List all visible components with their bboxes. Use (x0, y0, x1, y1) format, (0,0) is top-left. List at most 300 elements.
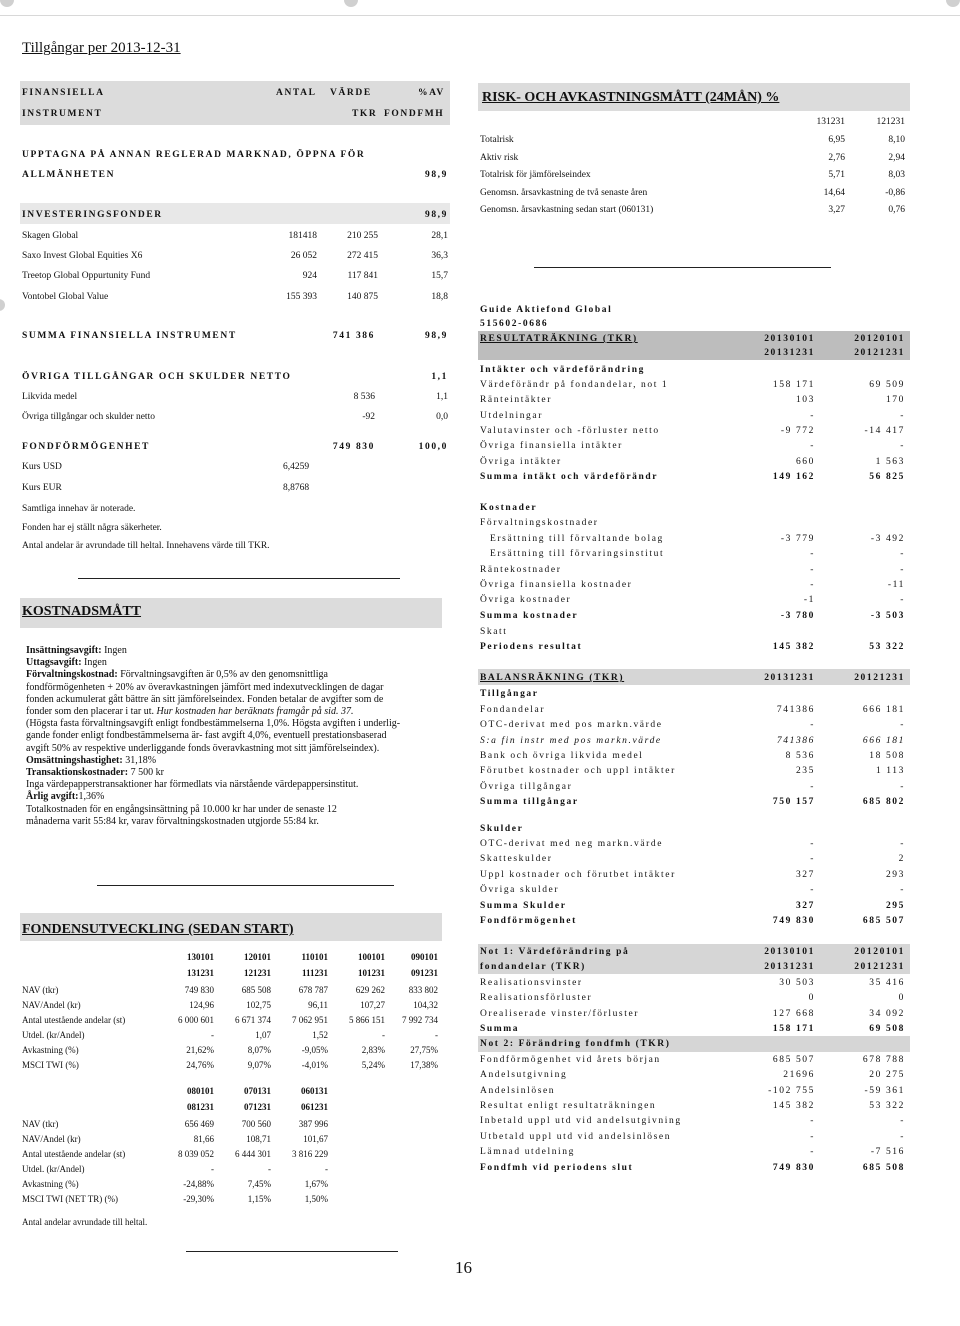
col-header-pct: %AV (418, 88, 445, 98)
kostnad-value: 1,36% (78, 791, 105, 803)
resultat-title: RESULTATRÄKNING (TKR) (480, 334, 638, 344)
fondutv-row-label: Avkastning (%) (22, 1045, 79, 1055)
holdings-note: Fonden har ej ställt några säkerheter. (22, 523, 162, 533)
holdings-note: Samtliga innehav är noterade. (22, 504, 136, 514)
tillgang-row: Förutbet kostnader och uppl intäkter (480, 766, 676, 777)
skuld-row-2013: - (810, 839, 815, 849)
fondutv-cell: 96,11 (308, 1000, 328, 1010)
not2-title: Not 2: Förändring fondfmh (TKR) (480, 1039, 671, 1049)
fondutv-row-label: Avkastning (%) (22, 1179, 79, 1189)
balans-col-2013: 20131231 (764, 673, 815, 683)
holding-varde: 140 875 (347, 292, 378, 302)
sum-label: SUMMA FINANSIELLA INSTRUMENT (22, 331, 237, 341)
fondutv-cell: -9,05% (301, 1045, 328, 1055)
risk-label: Aktiv risk (480, 152, 519, 163)
ovriga-varde: 8 536 (353, 392, 375, 402)
holding-antal: 181418 (288, 231, 317, 241)
group-allmanheten: ALLMÄNHETEN (22, 170, 116, 180)
fondutv-head: 100101 (358, 952, 385, 962)
fondutv-cell: 7,45% (247, 1179, 271, 1189)
risk-value-2013: 6,95 (828, 135, 845, 145)
kostnad-line (26, 682, 436, 694)
kostnader-sum-2013: -3 780 (780, 611, 815, 621)
fondutv-row-label: NAV (tkr) (22, 1119, 59, 1129)
tillgang-row-2013: 8 536 (785, 750, 815, 761)
fondutv-row-label: Antal utestående andelar (st) (22, 1015, 126, 1025)
kostnad-value: fonden ackumulerat gått bättre än sitt jämförelseindex. Fonden betalar de avgifter som de (26, 693, 384, 705)
kostnad-title: KOSTNADSMÅTT (22, 604, 142, 619)
not1-h2b: 20121231 (854, 962, 905, 972)
fondutv-cell: 656 469 (184, 1119, 214, 1129)
kostnad-value: avgift 50% av respektive underliggande fonds överavkastning mot sitt jämförelseindex). (26, 742, 380, 754)
group-upptagna: UPPTAGNA PÅ ANNAN REGLERAD MARKNAD, ÖPPNA FÖR (22, 150, 366, 160)
fondutv-head: 060131 (301, 1086, 328, 1096)
intakt-row-2013: 660 (795, 456, 815, 467)
intakt-row: Ränteintäkter (480, 395, 552, 406)
col-header-tkr: TKR (352, 109, 378, 119)
fondutv-cell: 1,50% (304, 1194, 328, 1204)
not1-row-2012: 34 092 (869, 1008, 905, 1019)
ovriga-name: Likvida medel (22, 392, 78, 402)
kostnad-line (26, 804, 436, 816)
not2-slut-2012: 685 508 (862, 1163, 905, 1173)
not2-row-2012: -7 516 (870, 1146, 905, 1157)
tillgang-row-2013: - (810, 720, 815, 731)
fondutv-cell: 5,24% (361, 1060, 385, 1070)
fondutv-cell: 1,52 (312, 1030, 328, 1040)
kostnad-value: Ingen (81, 657, 107, 669)
skuld-row-2013: 327 (795, 869, 815, 880)
fondutv-cell: 124,96 (189, 1000, 214, 1010)
intakt-row: Övriga intäkter (480, 456, 562, 467)
fondutv-cell: 678 787 (298, 985, 328, 995)
intakt-row-2013: - (810, 441, 815, 452)
holding-antal: 155 393 (286, 292, 317, 302)
not1-h2a: 20131231 (764, 962, 815, 972)
kostnad-line (26, 645, 436, 657)
fondutv-cell: -24,88% (183, 1179, 214, 1189)
kostnad-line (26, 669, 436, 681)
kostnad-row: Räntekostnader (480, 564, 562, 575)
kostnad-label: Årlig avgift: (26, 791, 79, 803)
intakt-row-2013: - (810, 410, 815, 421)
periodens-resultat-2013: 145 382 (772, 642, 815, 652)
holding-name: Skagen Global (22, 231, 79, 241)
fondutv-head: 111231 (301, 968, 328, 978)
fondutv-head: 121231 (244, 968, 271, 978)
risk-label: Totalrisk för jämförelseindex (480, 170, 591, 180)
fondutv-cell: 1,07 (255, 1030, 271, 1040)
kurs-name: Kurs USD (22, 462, 62, 472)
resultat-h2a: 20131231 (764, 348, 815, 358)
skuld-row: Uppl kostnader och förutbet intäkter (480, 869, 676, 880)
kostnad-line (26, 743, 436, 755)
margin-dot (0, 299, 5, 311)
fondutv-head: 110101 (301, 952, 328, 962)
risk-label: Totalrisk (480, 135, 514, 145)
kostnad-label: Förvaltningskostnad: (26, 669, 118, 681)
page-number: 16 (455, 1258, 472, 1277)
fondutv-row-label: NAV/Andel (kr) (22, 1000, 81, 1010)
intakt-row-2012: 170 (885, 395, 905, 406)
intakt-row: Värdeförändr på fondandelar, not 1 (480, 380, 669, 390)
fond-varde: 749 830 (332, 442, 375, 452)
divider-line (78, 578, 400, 579)
tillgang-row-2013: 741386 (776, 705, 815, 715)
risk-value-2013: 2,76 (828, 152, 845, 163)
kostnad-line (26, 718, 436, 730)
kostnad-value: Förvaltningsavgiften är 0,5% av den genomsnittliga (117, 669, 328, 681)
ovriga-varde: -92 (362, 412, 375, 422)
not2-row-2012: 678 788 (862, 1055, 905, 1065)
kostnad-label: Omsättningshastighet: (26, 754, 123, 766)
fondutv-cell: - (325, 1164, 328, 1174)
fondutv-head: 070131 (244, 1086, 271, 1096)
fondutv-cell: 9,07% (247, 1060, 271, 1070)
risk-value-2012: 0,76 (888, 205, 905, 215)
not2-row: Andelsinlösen (480, 1085, 556, 1096)
not2-row-2012: 20 275 (869, 1070, 905, 1081)
fondutv-cell: 1,15% (247, 1194, 271, 1204)
tillgang-row-2012: - (900, 720, 905, 731)
ovriga-pct: 1,1 (431, 372, 448, 382)
fondutv-cell: 107,27 (360, 1000, 385, 1010)
fondutv-cell: 27,75% (410, 1045, 438, 1055)
tillgang-row-2012: 666 181 (862, 705, 905, 715)
not2-row-2013: 145 382 (772, 1100, 815, 1111)
not1-title: Not 1: Värdeförändring på (480, 947, 630, 957)
kostnad-row-2013: -3 779 (780, 534, 815, 544)
not2-row: Andelsutgivning (480, 1070, 568, 1081)
kostnad-row-2013: - (810, 564, 815, 575)
holding-pct: 36,3 (431, 251, 448, 261)
col-header-varde: VÄRDE (330, 88, 372, 98)
holding-antal: 924 (302, 271, 317, 281)
group-investeringsfonder: INVESTERINGSFONDER (22, 210, 163, 220)
kostnad-value: (Högsta fasta förvaltningsavgift enligt fondbestämmelserna 1,0%. Högsta avgiften i underlig- (26, 718, 401, 730)
intakt-row-2012: 1 563 (875, 456, 905, 467)
tillgang-row: Övriga tillgångar (480, 781, 573, 792)
tillgang-row-2012: 1 113 (875, 766, 905, 777)
fondutv-cell: 8 039 052 (178, 1149, 214, 1159)
periodens-resultat: Periodens resultat (480, 642, 583, 652)
kostnad-line (26, 791, 436, 803)
kostnad-row: Övriga kostnader (480, 595, 572, 606)
fondutv-cell: -4,01% (301, 1060, 328, 1070)
not2-row: Inbetald uppl utd vid andelsutgivning (480, 1116, 682, 1127)
fondutv-head: 080101 (187, 1086, 214, 1096)
not1-row-2012: 0 (898, 993, 905, 1004)
kostnad-value: gande fonder enligt fondbestämmelserna är- fast avgift 4,0%, eventuell prestationsbaserad (26, 730, 387, 742)
kostnad-value: Ingen (101, 645, 127, 656)
fondformogenhet-2013: 749 830 (772, 916, 815, 926)
intakt-row: Utdelningar (480, 410, 543, 421)
fond-label: FONDFÖRMÖGENHET (22, 442, 150, 452)
not2-row-2013: -102 755 (768, 1085, 815, 1096)
kostnad-line (26, 657, 436, 669)
risk-title: RISK- OCH AVKASTNINGSMÅTT (24MÅN) % (482, 90, 780, 105)
not2-row-2012: -59 361 (864, 1085, 905, 1096)
fondutv-cell: 833 802 (408, 985, 438, 995)
risk-value-2012: 8,10 (888, 135, 905, 145)
fondformogenhet-2012: 685 507 (862, 916, 905, 926)
fondutv-row-label: NAV (tkr) (22, 985, 59, 995)
kostnad-row-2013: - (810, 579, 815, 590)
kostnad-value: fondförmögenheten + 20% av överavkastningen jämfört med indexutvecklingen de dagar (26, 681, 384, 693)
kostnader-sum: Summa kostnader (480, 611, 579, 621)
skuld-row-2012: 2 (898, 854, 905, 865)
fondutv-cell: 685 508 (241, 985, 271, 995)
fondutv-cell: 700 560 (241, 1119, 271, 1129)
fondutv-cell: 629 262 (355, 985, 385, 995)
skuld-row-2013: - (810, 884, 815, 895)
col-header-instrument-2: INSTRUMENT (22, 109, 103, 119)
kostnad-value: 7 500 kr (128, 767, 164, 779)
fondutv-cell: 101,67 (303, 1134, 328, 1144)
intakt-row-2013: 158 171 (772, 380, 815, 390)
not2-slut: Fondfmh vid periodens slut (480, 1163, 634, 1173)
kostnad-reference: Hur kostnaden har beräknats framgår på sid. 37. (154, 706, 354, 718)
kostnad-row-2012: - (900, 564, 905, 575)
not1-row-2013: 30 503 (779, 978, 815, 988)
holding-name: Treetop Global Oppurtunity Fund (22, 271, 151, 281)
not1-row-2012: 35 416 (869, 978, 905, 988)
not2-row-2012: 53 322 (869, 1100, 905, 1111)
resultat-h1b: 20120101 (854, 334, 905, 344)
fondutv-cell: 5 866 151 (349, 1015, 385, 1025)
sum-pct: 98,9 (424, 331, 448, 341)
kostnad-row-2013: -1 (803, 595, 815, 606)
skatt-label: Skatt (480, 627, 508, 637)
fondutv-cell: 7 062 951 (292, 1015, 328, 1025)
skuld-row-2013: - (810, 854, 815, 865)
kostnad-text (26, 645, 436, 828)
intakter-title: Intäkter och värdeförändring (480, 365, 645, 375)
kostnader-sub: Förvaltningskostnader (480, 518, 599, 528)
tillgangar-sum-2013: 750 157 (772, 797, 815, 807)
fondformogenhet: Fondförmögenhet (480, 916, 577, 926)
fondutv-head: 081231 (187, 1102, 214, 1112)
fondutv-cell: 17,38% (410, 1060, 438, 1070)
holding-varde: 117 841 (347, 271, 378, 281)
intakt-row-2012: 69 509 (869, 380, 905, 390)
fondutv-head: 131231 (187, 968, 214, 978)
ovriga-label: ÖVRIGA TILLGÅNGAR OCH SKULDER NETTO (22, 372, 292, 382)
sum-varde: 741 386 (332, 331, 375, 341)
col-header-instrument: FINANSIELLA (22, 88, 105, 98)
fondutv-head: 130101 (187, 952, 214, 962)
not1-sum-2012: 69 508 (869, 1024, 905, 1034)
kostnad-value: månaderna varit 55:84 kr, varav förvaltningskostnaden utgjorde 55:84 kr. (26, 815, 319, 827)
fondutv-cell: 749 830 (184, 985, 214, 995)
skulder-sum-2012: 295 (885, 901, 905, 911)
not1-h1b: 20120101 (854, 947, 905, 957)
risk-value-2013: 3,27 (828, 205, 845, 215)
intakter-sum-2013: 149 162 (772, 472, 815, 482)
fondutv-cell: 104,32 (413, 1000, 438, 1010)
divider-line-3 (186, 1251, 398, 1252)
balans-col-2012: 20121231 (854, 673, 905, 683)
skuld-row-2012: 293 (885, 869, 905, 880)
not1-row: Realisationsförluster (480, 993, 593, 1004)
fondutv-row-label: Antal utestående andelar (st) (22, 1149, 126, 1159)
ovriga-pct: 1,1 (436, 392, 448, 402)
fondutv-cell: 387 996 (298, 1119, 328, 1129)
risk-value-2012: 8,03 (888, 170, 905, 180)
kostnad-value: Totalkostnaden för en engångsinsättning på 10.000 kr har under de senaste 12 (26, 803, 337, 815)
kostnad-label: Transaktionskostnader: (26, 767, 129, 779)
fondutv-cell: - (211, 1030, 214, 1040)
skuld-row: OTC-derivat med neg markn.värde (480, 839, 664, 849)
not1-sum: Summa (480, 1024, 520, 1034)
kostnad-row-2012: -11 (887, 579, 905, 590)
kostnad-line (26, 816, 436, 828)
kurs-value: 6,4259 (283, 462, 310, 472)
kurs-value: 8,8768 (283, 483, 310, 493)
skuld-row: Skatteskulder (480, 854, 553, 865)
tillgang-row: OTC-derivat med pos markn.värde (480, 720, 663, 731)
fondutv-head: 061231 (301, 1102, 328, 1112)
kostnad-value: 31,18% (122, 754, 157, 766)
skuld-row-2012: - (900, 884, 905, 895)
kostnad-value: fonder som den placerar i tar ut. (26, 706, 155, 718)
fondutv-head: 101231 (358, 968, 385, 978)
not1-row-2013: 0 (808, 993, 815, 1004)
intakt-row: Valutavinster och -förluster netto (480, 425, 660, 436)
fondutv-cell: - (435, 1030, 438, 1040)
not1-sum-2013: 158 171 (772, 1024, 815, 1034)
ovriga-name: Övriga tillgångar och skulder netto (22, 412, 155, 422)
tillgang-row: S:a fin instr med pos markn.värde (480, 735, 662, 746)
fondutv-cell: - (268, 1164, 271, 1174)
skuld-row: Övriga skulder (480, 884, 560, 895)
tillgangar-sum: Summa tillgångar (480, 797, 579, 807)
divider-line-4 (534, 267, 831, 268)
kostnad-line (26, 706, 436, 718)
fondutv-row-label: Utdel. (kr/Andel) (22, 1030, 85, 1040)
kostnad-line (26, 694, 436, 706)
fondutv-cell: 21,62% (186, 1045, 214, 1055)
not2-row-2012: - (900, 1116, 905, 1127)
not2-row-2013: 21696 (783, 1070, 815, 1081)
fondutv-footnote: Antal andelar avrundade till heltal. (22, 1217, 148, 1227)
fund-name: Guide Aktiefond Global (480, 305, 613, 315)
kostnad-line (26, 755, 436, 767)
periodens-resultat-2012: 53 322 (869, 642, 905, 652)
tillgang-row-2012: - (900, 781, 905, 792)
group-pct: 98,9 (424, 170, 448, 180)
kostnad-line (26, 767, 436, 779)
tillgang-row-2012: 18 508 (869, 750, 905, 761)
fondutv-cell: -29,30% (183, 1194, 214, 1204)
kostnader-title: Kostnader (480, 503, 538, 513)
not2-row-2013: 685 507 (772, 1055, 815, 1065)
kostnad-row: Ersättning till förvaringsinstitut (490, 549, 665, 560)
fondutv-cell: 8,07% (247, 1045, 271, 1055)
not2-slut-2013: 749 830 (772, 1163, 815, 1173)
divider-line-2 (97, 885, 394, 886)
intakt-row-2012: -14 417 (864, 425, 905, 436)
kurs-name: Kurs EUR (22, 483, 62, 493)
not2-row: Fondförmögenhet vid årets början (480, 1055, 661, 1065)
holding-varde: 210 255 (347, 231, 378, 241)
fondutv-cell: 24,76% (186, 1060, 214, 1070)
page-frame (0, 0, 960, 16)
fondutv-cell: - (382, 1030, 385, 1040)
skulder-sum: Summa Skulder (480, 901, 567, 911)
intakt-row-2013: -9 772 (780, 425, 815, 436)
tillgangar-sum-2012: 685 802 (862, 797, 905, 807)
fondutv-title: FONDENSUTVECKLING (SEDAN START) (22, 922, 294, 937)
kostnader-sum-2012: -3 503 (870, 611, 905, 621)
holding-pct: 15,7 (431, 271, 448, 281)
risk-value-2013: 14,64 (823, 187, 845, 198)
page-title: Tillgångar per 2013-12-31 (22, 40, 181, 56)
fondutv-row-label: MSCI TWI (%) (22, 1060, 79, 1070)
balans-title: BALANSRÄKNING (TKR) (480, 673, 625, 683)
holding-name: Vontobel Global Value (22, 292, 109, 302)
ovriga-pct: 0,0 (436, 412, 448, 422)
fondutv-head: 091231 (411, 968, 438, 978)
not2-row: Lämnad utdelning (480, 1146, 575, 1157)
kostnad-row-2012: -3 492 (870, 534, 905, 544)
not2-row: Resultat enligt resultaträkningen (480, 1100, 657, 1111)
intakt-row-2012: - (900, 410, 905, 421)
risk-value-2012: 2,94 (888, 152, 905, 163)
risk-col-1: 131231 (816, 117, 845, 127)
kostnad-row: Övriga finansiella kostnader (480, 579, 633, 590)
intakt-row-2012: - (900, 441, 905, 452)
risk-label: Genomsn. årsavkastning sedan start (060131) (480, 205, 654, 215)
holding-name: Saxo Invest Global Equities X6 (22, 251, 143, 261)
tillgangar-title: Tillgångar (480, 689, 539, 699)
kostnad-row: Ersättning till förvaltande bolag (490, 534, 664, 544)
fondutv-head: 071231 (244, 1102, 271, 1112)
not1-row-2013: 127 668 (772, 1008, 815, 1019)
holding-antal: 26 052 (290, 251, 317, 261)
col-header-fondfmh: FONDFMH (384, 109, 445, 119)
fondutv-row-label: NAV/Andel (kr) (22, 1134, 81, 1144)
fondutv-cell: 6 000 601 (178, 1015, 214, 1025)
fondutv-head: 120101 (244, 952, 271, 962)
intakter-sum: Summa intäkt och värdeförändr (480, 472, 659, 482)
risk-value-2013: 5,71 (828, 170, 845, 180)
fondutv-cell: 102,75 (246, 1000, 271, 1010)
skuld-row-2012: - (900, 839, 905, 849)
risk-col-2: 121231 (876, 117, 905, 127)
holding-pct: 18,8 (431, 292, 448, 302)
tillgang-row-2012: 666 181 (862, 735, 905, 746)
fondutv-cell: 7 992 734 (402, 1015, 438, 1025)
tillgang-row-2013: 741386 (776, 735, 815, 746)
kostnad-row-2012: - (900, 549, 905, 560)
tillgang-row-2013: - (810, 781, 815, 792)
tillgang-row-2013: 235 (795, 766, 815, 777)
kostnad-line (26, 730, 436, 742)
col-header-antal: ANTAL (276, 88, 317, 98)
kostnad-line (26, 779, 436, 791)
risk-label: Genomsn. årsavkastning de två senaste åren (480, 187, 648, 198)
resultat-h1a: 20130101 (764, 334, 815, 344)
not1-row: Orealiserade vinster/förluster (480, 1008, 640, 1019)
not1-title-2: fondandelar (TKR) (480, 962, 586, 972)
kostnad-row-2012: - (900, 595, 905, 606)
fund-number: 515602-0686 (480, 319, 549, 329)
kostnad-label: Uttagsavgift: (26, 657, 82, 669)
intakt-row: Övriga finansiella intäkter (480, 441, 623, 452)
group2-pct: 98,9 (424, 210, 448, 220)
intakt-row-2013: 103 (795, 395, 815, 406)
